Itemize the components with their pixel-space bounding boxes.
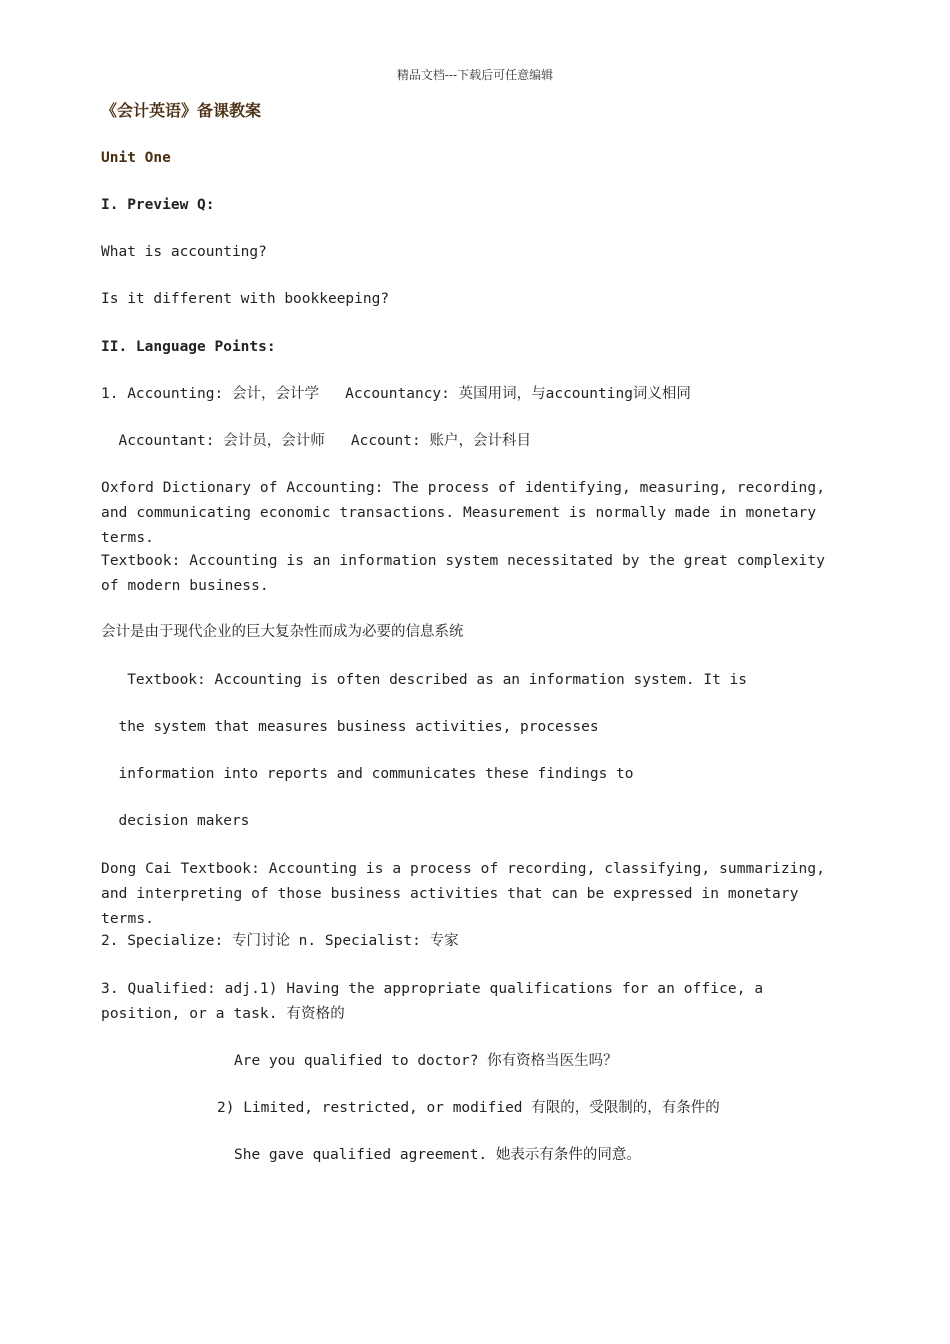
textbook-quote-line-3: information into reports and communicates these findings to xyxy=(101,766,634,782)
oxford-definition-paragraph: Oxford Dictionary of Accounting: The process of identifying, measuring, recording, and communicating economic transactions. Measurement is normally made in monetary terms. xyxy=(101,480,826,546)
language-point-1-line-1: 1. Accounting: 会计，会计学 Accountancy: 英国用词，与accounting词义相同 xyxy=(101,386,691,402)
document-title: 《会计英语》备课教案 xyxy=(101,101,262,120)
language-point-3-definition-2: 2) Limited, restricted, or modified 有限的，受限制的，有条件的 xyxy=(217,1100,720,1116)
section-language-points-heading: II. Language Points: xyxy=(101,339,276,355)
language-point-2: 2. Specialize: 专门讨论 n. Specialist: 专家 xyxy=(101,933,459,949)
textbook-quote-line-1: Textbook: Accounting is often described as an information system. It is xyxy=(101,672,748,688)
textbook-quote-line-4: decision makers xyxy=(101,813,250,829)
textbook-definition-paragraph: Textbook: Accounting is an information system necessitated by the great complexity of modern business. xyxy=(101,553,826,594)
section-preview-heading: I. Preview Q: xyxy=(101,197,215,213)
page-header: 精品文档---下载后可任意编辑 xyxy=(396,68,554,82)
dong-cai-definition-paragraph: Dong Cai Textbook: Accounting is a process of recording, classifying, summarizing, and interpreting of those business activities that can be expressed in monetary terms. xyxy=(101,861,826,927)
preview-question-2: Is it different with bookkeeping? xyxy=(101,291,390,307)
language-point-1-line-2: Accountant: 会计员，会计师 Account: 账户，会计科目 xyxy=(101,433,531,449)
unit-heading: Unit One xyxy=(101,150,171,166)
language-point-3: 3. Qualified: adj.1) Having the appropriate qualifications for an office, a position, or a task. 有资格的 xyxy=(101,981,764,1022)
language-point-3-example-2: She gave qualified agreement. 她表示有条件的同意。 xyxy=(234,1147,641,1163)
preview-question-1: What is accounting? xyxy=(101,244,267,260)
language-point-3-example-1: Are you qualified to doctor? 你有资格当医生吗？ xyxy=(234,1053,618,1069)
textbook-quote-line-2: the system that measures business activities, processes xyxy=(101,719,599,735)
chinese-definition: 会计是由于现代企业的巨大复杂性而成为必要的信息系统 xyxy=(101,624,464,640)
